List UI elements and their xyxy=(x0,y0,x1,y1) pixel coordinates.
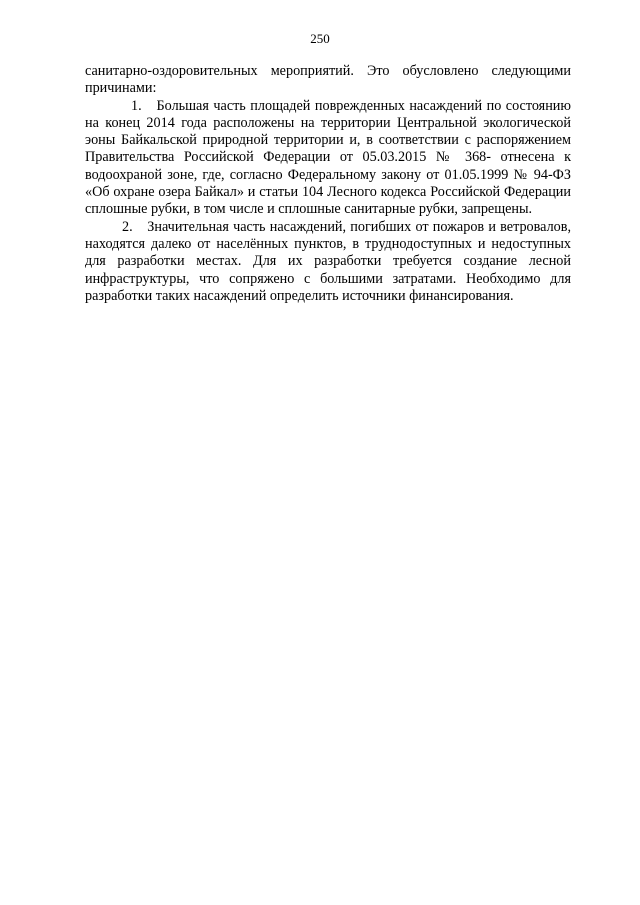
list-item-2-number: 2. xyxy=(122,218,133,235)
page-number: 250 xyxy=(310,31,330,46)
list-item-1 xyxy=(85,98,571,219)
list-item-1-number: 1. xyxy=(131,97,142,114)
list-item-2 xyxy=(85,219,571,305)
list-item-1-text: Большая часть площадей поврежденных насаждений по состоянию на конец 2014 года расположены на территории Центральной экологической эоны Байкальской природной территории и, в соответствии с распоряжением Правительства Российской Федерации от 05.03.2015 № 368- отнесена к водоохраной зоне, где, согласно Федеральному закону от 01.05.1999 № 94-ФЗ «Об охране озера Байкал» и статьи 104 Лесного кодекса Российской Федерации сплошные рубки, в том числе и сплошные санитарные рубки, запрещены. xyxy=(85,97,571,218)
intro-paragraph: санитарно-оздоровительных мероприятий. Это обусловлено следующими причинами: xyxy=(85,63,571,97)
list-item-2-text: Значительная часть насаждений, погибших от пожаров и ветровалов, находятся далеко от населённых пунктов, в труднодоступных и недоступных для разработки местах. Для их разработки требуется создание лесной инфраструктуры, что сопряжено с большими затратами. Необходимо для разработки таких насаждений определить источники финансирования. xyxy=(85,218,572,304)
document-body xyxy=(85,63,571,305)
